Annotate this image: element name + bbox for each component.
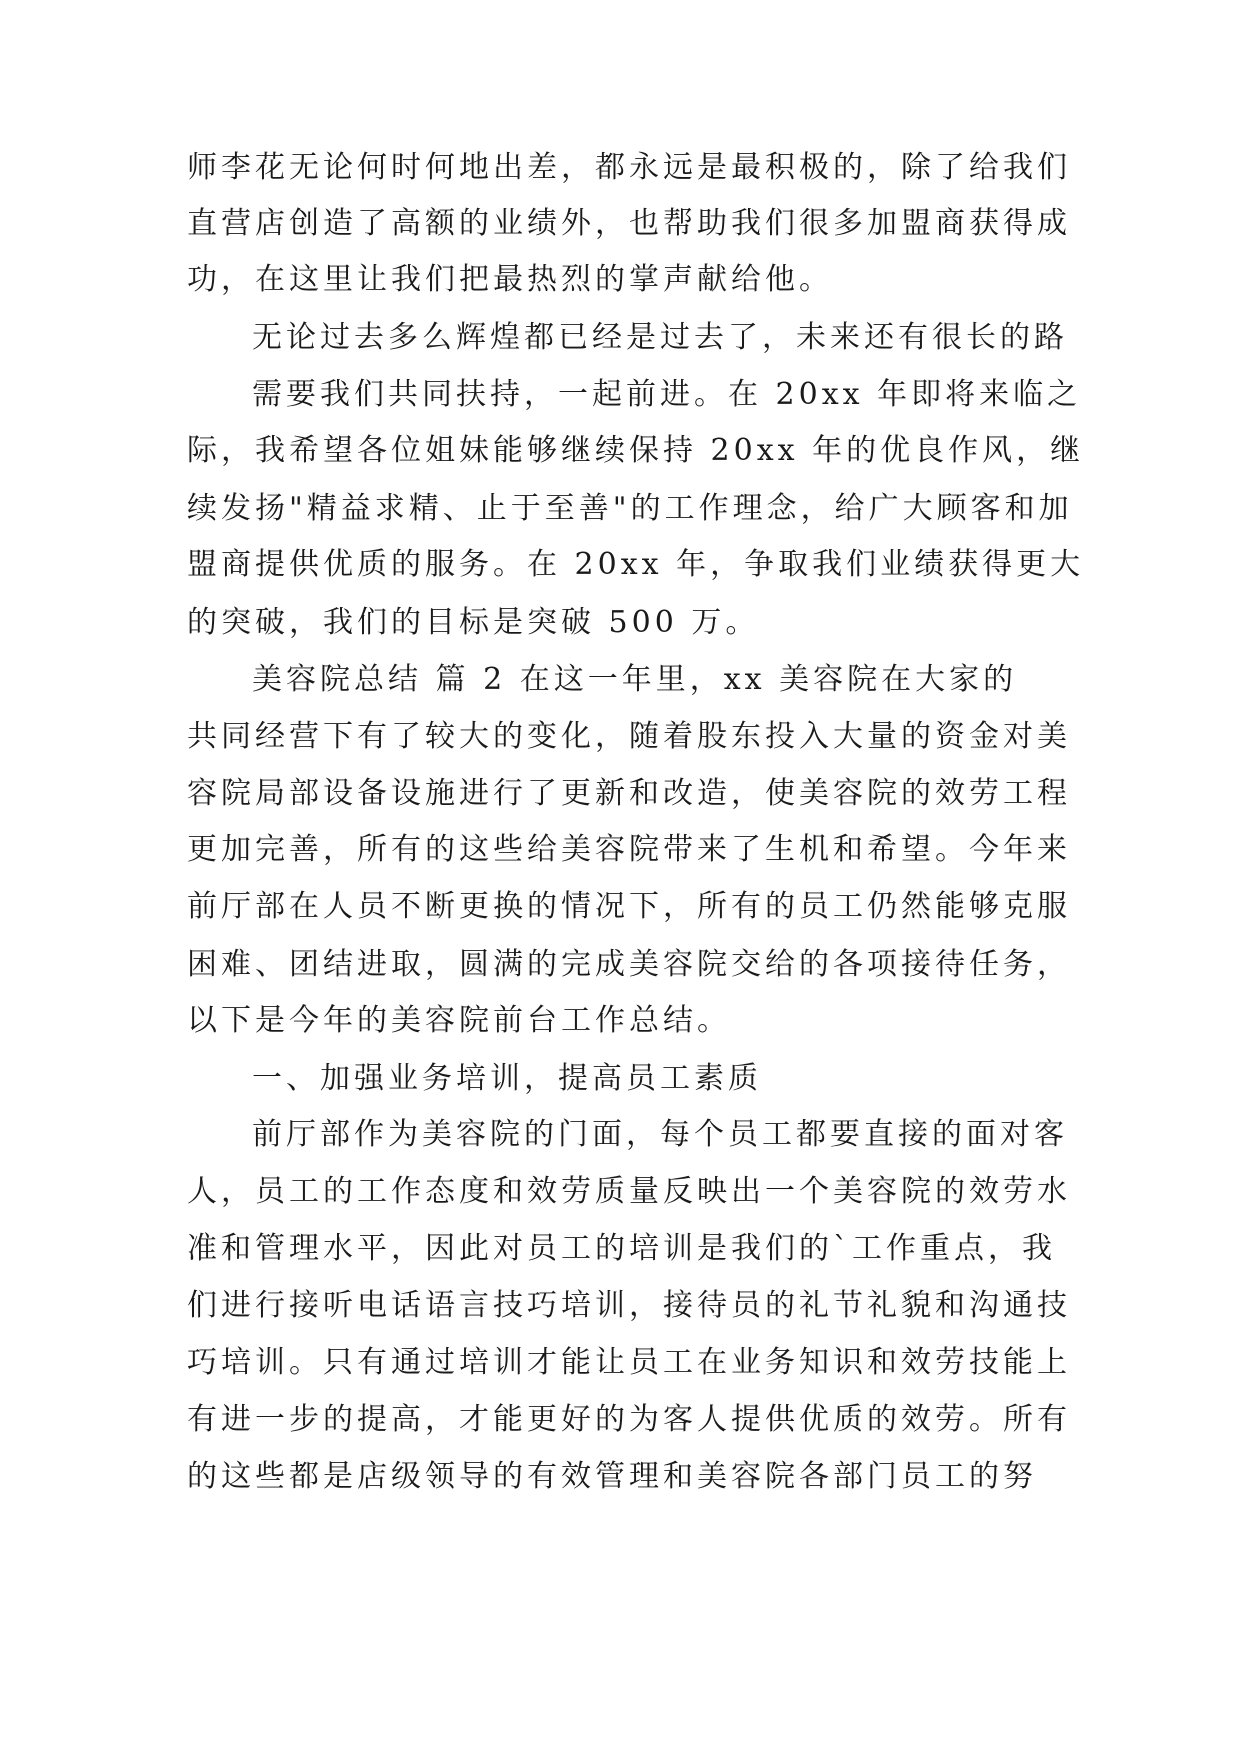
text-line: 直营店创造了高额的业绩外，也帮助我们很多加盟商获得成 [187, 206, 1071, 241]
section-heading-line: 美容院总结 篇 2 在这一年里，xx 美容院在大家的 [252, 662, 1018, 697]
text-line: 前厅部在人员不断更换的情况下，所有的员工仍然能够克服 [187, 889, 1071, 924]
text-line: 需要我们共同扶持，一起前进。在 20xx 年即将来临之 [252, 377, 1082, 412]
text-line: 以下是今年的美容院前台工作总结。 [187, 1003, 731, 1038]
text-line: 无论过去多么辉煌都已经是过去了，未来还有很长的路 [252, 320, 1068, 355]
text-line: 人，员工的工作态度和效劳质量反映出一个美容院的效劳水 [187, 1174, 1071, 1209]
text-line: 容院局部设备设施进行了更新和改造，使美容院的效劳工程 [187, 776, 1071, 811]
text-line: 际，我希望各位姐妹能够继续保持 20xx 年的优良作风，继 [187, 433, 1085, 468]
text-line: 更加完善，所有的这些给美容院带来了生机和希望。今年来 [187, 832, 1071, 867]
text-line: 有进一步的提高，才能更好的为客人提供优质的效劳。所有 [187, 1402, 1071, 1437]
text-line: 们进行接听电话语言技巧培训，接待员的礼节礼貌和沟通技 [187, 1288, 1071, 1323]
text-line: 前厅部作为美容院的门面，每个员工都要直接的面对客 [252, 1117, 1068, 1152]
text-line: 盟商提供优质的服务。在 20xx 年，争取我们业绩获得更大 [187, 547, 1085, 582]
text-line: 准和管理水平，因此对员工的培训是我们的`工作重点，我 [187, 1231, 1056, 1266]
text-line: 的突破，我们的目标是突破 500 万。 [187, 605, 760, 640]
text-line: 续发扬"精益求精、止于至善"的工作理念，给广大顾客和加 [187, 491, 1073, 526]
text-line: 的这些都是店级领导的有效管理和美容院各部门员工的努 [187, 1459, 1037, 1494]
text-line: 功，在这里让我们把最热烈的掌声献给他。 [187, 262, 833, 297]
text-line: 共同经营下有了较大的变化，随着股东投入大量的资金对美 [187, 719, 1071, 754]
text-line: 巧培训。只有通过培训才能让员工在业务知识和效劳技能上 [187, 1345, 1071, 1380]
text-line: 师李花无论何时何地出差，都永远是最积极的，除了给我们 [187, 150, 1071, 185]
subheading-line: 一、加强业务培训，提高员工素质 [252, 1061, 762, 1096]
text-line: 困难、团结进取，圆满的完成美容院交给的各项接待任务， [187, 947, 1071, 982]
